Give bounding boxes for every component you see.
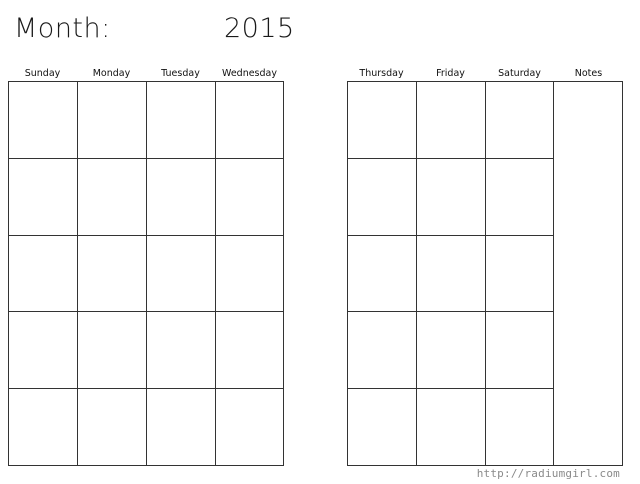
day-cell: [8, 312, 77, 389]
day-cell: [146, 312, 215, 389]
day-cell: [416, 236, 485, 313]
calendar-grid-left: [8, 81, 284, 466]
day-cell: [347, 312, 416, 389]
header-friday: Friday: [436, 68, 465, 79]
year-label: 2015: [224, 13, 295, 44]
day-cell: [485, 312, 554, 389]
header-notes: Notes: [574, 68, 603, 79]
day-cell: [347, 389, 416, 466]
day-cell: [215, 159, 284, 236]
day-cell: [8, 236, 77, 313]
day-cell: [485, 236, 554, 313]
day-cell: [8, 159, 77, 236]
day-cell: [146, 236, 215, 313]
day-cell: [77, 389, 146, 466]
day-cell: [347, 159, 416, 236]
footer-url: http://radiumgirl.com: [476, 467, 620, 480]
day-cell: [215, 312, 284, 389]
calendar-right-panel: [347, 66, 623, 466]
notes-column: [554, 82, 623, 466]
day-cell: [77, 82, 146, 159]
day-cell: [8, 82, 77, 159]
day-cell: [146, 159, 215, 236]
day-cell: [215, 236, 284, 313]
day-cell: [416, 82, 485, 159]
day-cell: [77, 312, 146, 389]
day-cell: [485, 82, 554, 159]
day-cell: [146, 82, 215, 159]
day-cell: [347, 82, 416, 159]
day-cell: [416, 159, 485, 236]
day-cell: [347, 236, 416, 313]
day-cell: [146, 389, 215, 466]
header-wednesday: Wednesday: [221, 68, 277, 79]
day-cell: [416, 389, 485, 466]
day-cell: [485, 389, 554, 466]
day-cell: [77, 159, 146, 236]
header-sunday: Sunday: [24, 68, 61, 79]
header-saturday: Saturday: [498, 68, 541, 79]
day-cell: [77, 236, 146, 313]
day-cell: [416, 312, 485, 389]
header-thursday: Thursday: [359, 68, 404, 79]
day-cell: [215, 389, 284, 466]
day-cell: [485, 159, 554, 236]
month-label: Month:: [14, 13, 111, 44]
day-cell: [215, 82, 284, 159]
calendar-left-panel: [8, 66, 284, 466]
day-cell: [8, 389, 77, 466]
weekday-header-row: [347, 66, 623, 81]
header-monday: Monday: [92, 68, 131, 79]
weekday-header-row: [8, 66, 284, 81]
header-tuesday: Tuesday: [161, 68, 200, 79]
calendar-grid-right: [347, 81, 623, 466]
